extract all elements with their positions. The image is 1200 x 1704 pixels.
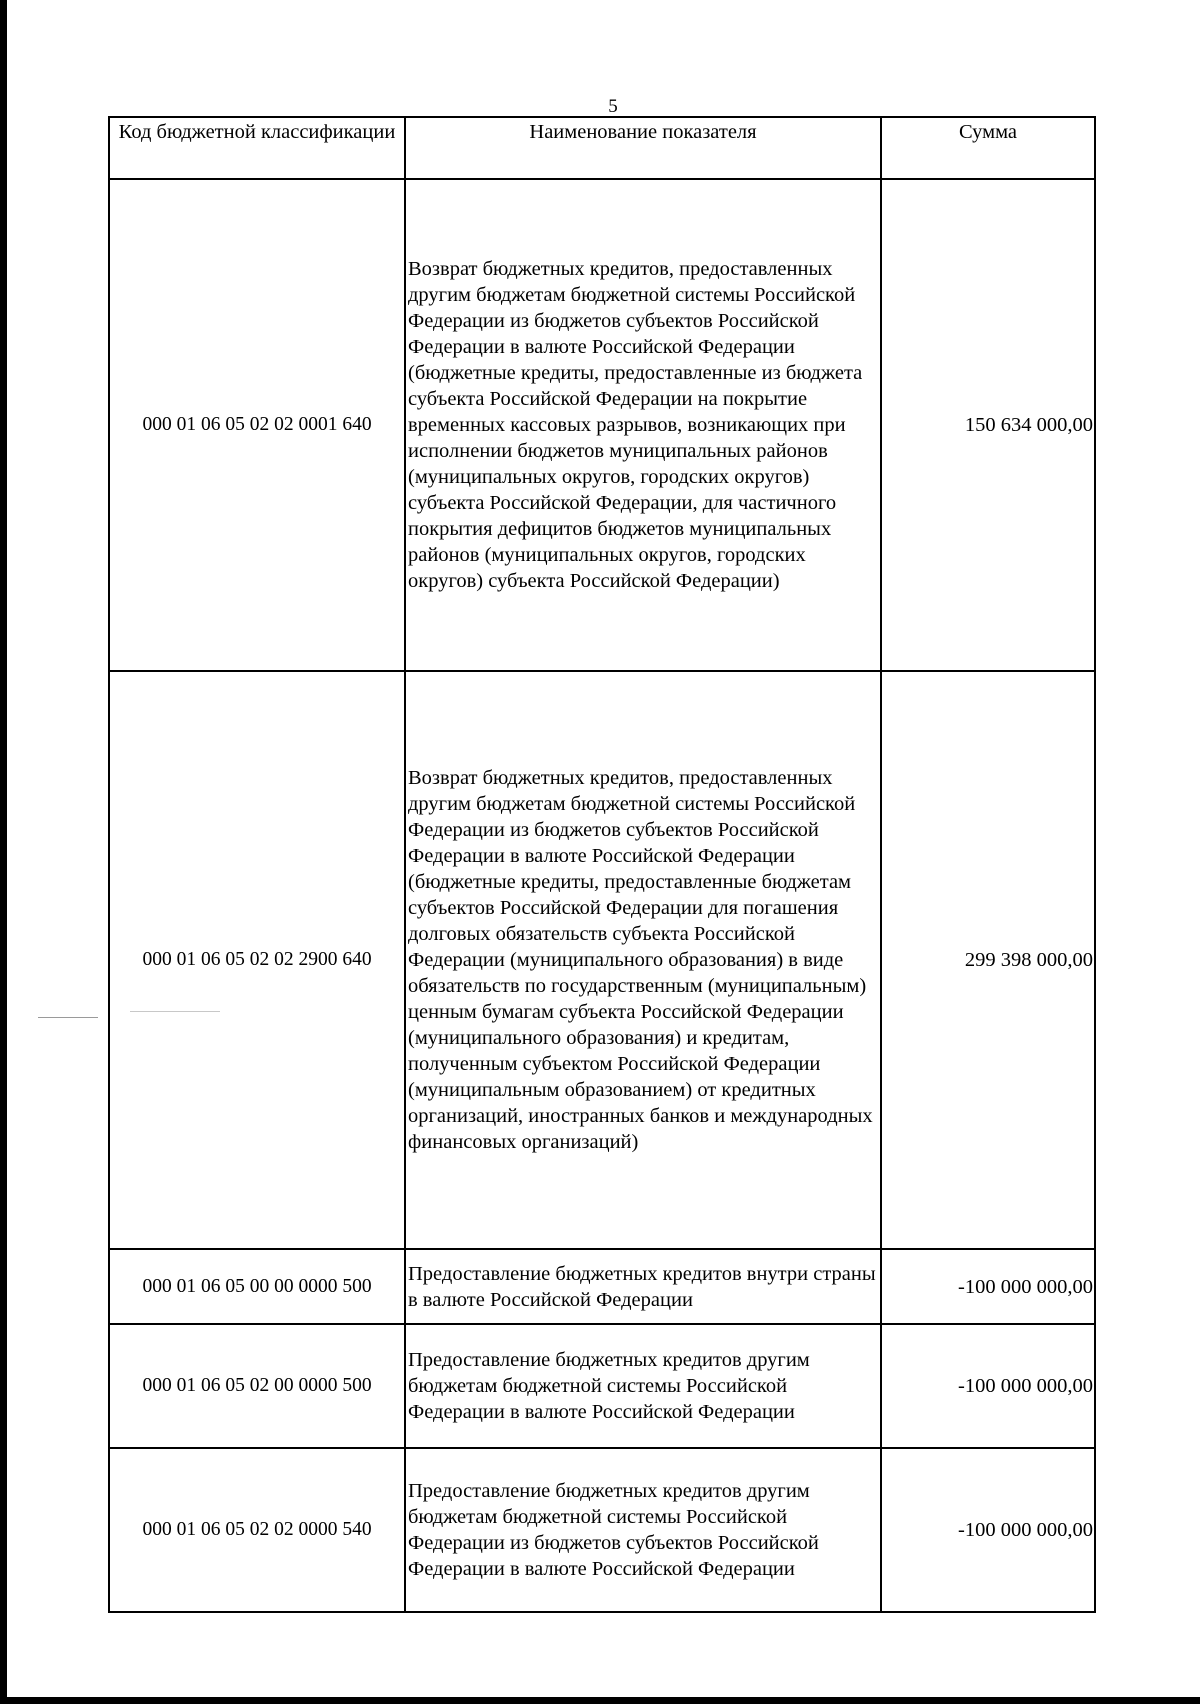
amount-cell: 299 398 000,00 (881, 671, 1095, 1249)
budget-code-cell: 000 01 06 05 00 00 0000 500 (109, 1249, 405, 1324)
table-row (109, 1324, 1095, 1448)
table-row (109, 1249, 1095, 1324)
amount-cell: -100 000 000,00 (881, 1448, 1095, 1612)
budget-table (108, 116, 1096, 1613)
scan-edge-bottom (0, 1697, 1200, 1704)
header-sum: Сумма (881, 117, 1095, 179)
table-header-row (109, 117, 1095, 179)
amount-cell: -100 000 000,00 (881, 1249, 1095, 1324)
indicator-name-cell: Предоставление бюджетных кредитов другим бюджетам бюджетной системы Российской Федерации в валюте Российской Федерации (405, 1324, 881, 1448)
indicator-name-cell: Возврат бюджетных кредитов, предоставленных другим бюджетам бюджетной системы Российской Федерации из бюджетов субъектов Российской Федерации в валюте Российской Федерации (бюджетные кредиты, предоставленные бюджетам субъектов Российской Федерации для погашения долговых обязательств субъекта Российской Федерации (муниципального образования) в виде обязательств по государственным (муниципальным) ценным бумагам субъекта Российской Федерации (муниципального образования) и кредитам, полученным субъектом Российской Федерации (муниципальным образованием) от кредитных организаций, иностранных банков и международных финансовых организаций) (405, 671, 881, 1249)
indicator-name-cell: Возврат бюджетных кредитов, предоставленных другим бюджетам бюджетной системы Российской Федерации из бюджетов субъектов Российской Федерации в валюте Российской Федерации (бюджетные кредиты, предоставленные из бюджета субъекта Российской Федерации на покрытие временных кассовых разрывов, возникающих при исполнении бюджетов муниципальных районов (муниципальных округов, городских округов) субъекта Российской Федерации, для частичного покрытия дефицитов бюджетов муниципальных районов (муниципальных округов, городских округов) субъекта Российской Федерации) (405, 179, 881, 671)
scan-speck (38, 1017, 98, 1018)
indicator-name-cell: Предоставление бюджетных кредитов другим бюджетам бюджетной системы Российской Федерации из бюджетов субъектов Российской Федерации в валюте Российской Федерации (405, 1448, 881, 1612)
scan-edge-left (0, 0, 7, 1704)
header-code: Код бюджетной классификации (109, 117, 405, 179)
budget-code-cell: 000 01 06 05 02 00 0000 500 (109, 1324, 405, 1448)
budget-code-cell: 000 01 06 05 02 02 2900 640 (109, 671, 405, 1249)
header-name: Наименование показателя (405, 117, 881, 179)
budget-code-cell: 000 01 06 05 02 02 0000 540 (109, 1448, 405, 1612)
amount-cell: -100 000 000,00 (881, 1324, 1095, 1448)
budget-code-cell: 000 01 06 05 02 02 0001 640 (109, 179, 405, 671)
table-row (109, 179, 1095, 671)
table-row (109, 1448, 1095, 1612)
indicator-name-cell: Предоставление бюджетных кредитов внутри страны в валюте Российской Федерации (405, 1249, 881, 1324)
page-number: 5 (608, 96, 618, 117)
amount-cell: 150 634 000,00 (881, 179, 1095, 671)
table-row (109, 671, 1095, 1249)
